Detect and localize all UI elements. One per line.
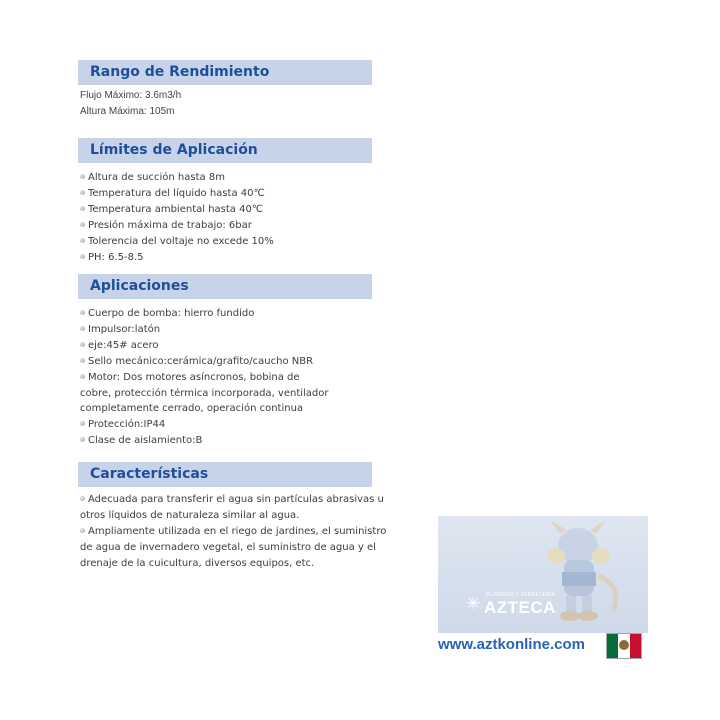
section-header-rango: Rango de Rendimiento xyxy=(78,60,372,85)
bullet-icon xyxy=(80,437,85,442)
list-item-continuation: completamente cerrado, operación continua xyxy=(80,403,304,415)
list-item: Protección:IP44 xyxy=(80,417,329,433)
list-item: Tolerencia del voltaje no excede 10% xyxy=(80,234,274,250)
brand-tagline: PLOMERÍA Y FERRETERÍA xyxy=(486,592,556,598)
bullet-icon xyxy=(80,421,85,426)
list-item: Motor: Dos motores asíncronos, bobina de xyxy=(80,370,329,386)
list-item: Temperatura ambiental hasta 40℃ xyxy=(80,202,274,218)
paragraph-line: drenaje de la cuicultura, diversos equipos, etc. xyxy=(80,558,315,569)
bullet-icon xyxy=(80,326,85,331)
bullet-icon xyxy=(80,238,85,243)
bullet-icon xyxy=(80,374,85,379)
flujo-maximo-text: Flujo Máximo: 3.6m3/h xyxy=(80,90,182,101)
altura-maxima-text: Altura Máxima: 105m xyxy=(80,106,175,117)
aplicaciones-list xyxy=(80,306,329,449)
bullet-icon xyxy=(80,528,85,533)
website-link[interactable]: www.aztkonline.com xyxy=(438,636,585,653)
paragraph-line: otros líquidos de naturaleza similar al agua. xyxy=(80,510,300,521)
list-item: Altura de succión hasta 8m xyxy=(80,170,274,186)
section-header-limites: Límites de Aplicación xyxy=(78,138,372,163)
mexico-flag-icon xyxy=(606,633,642,659)
list-item-continuation: cobre, protección térmica incorporada, ventilador xyxy=(80,387,329,399)
bullet-icon xyxy=(80,174,85,179)
bullet-icon xyxy=(80,222,85,227)
list-item: Temperatura del líquido hasta 40℃ xyxy=(80,186,274,202)
list-item: PH: 6.5-8.5 xyxy=(80,250,274,266)
bullet-icon xyxy=(80,254,85,259)
bullet-icon xyxy=(80,310,85,315)
brand-name: AZTECA xyxy=(484,598,556,617)
list-item: Sello mecánico:cerámica/grafito/caucho NBR xyxy=(80,354,329,370)
brand-logo-box xyxy=(438,516,648,633)
list-item: Impulsor:latón xyxy=(80,322,329,338)
paragraph-line: de agua de invernadero vegetal, el suministro de agua y el xyxy=(80,542,376,553)
list-item: eje:45# acero xyxy=(80,338,329,354)
section-header-caracteristicas: Características xyxy=(78,462,372,487)
bullet-icon xyxy=(80,358,85,363)
paragraph-line: Ampliamente utilizada en el riego de jardines, el suministro xyxy=(80,524,380,540)
aztec-logo-icon: ✳ xyxy=(466,594,481,614)
bullet-icon xyxy=(80,496,85,501)
list-item: Clase de aislamiento:B xyxy=(80,433,329,449)
paragraph-line: Adecuada para transferir el agua sin partículas abrasivas u xyxy=(80,492,380,508)
bullet-icon xyxy=(80,206,85,211)
caracteristicas-text xyxy=(80,492,387,572)
list-item: Presión máxima de trabajo: 6bar xyxy=(80,218,274,234)
limites-list xyxy=(80,170,274,265)
bullet-icon xyxy=(80,342,85,347)
bullet-icon xyxy=(80,190,85,195)
list-item: Cuerpo de bomba: hierro fundido xyxy=(80,306,329,322)
section-header-aplicaciones: Aplicaciones xyxy=(78,274,372,299)
